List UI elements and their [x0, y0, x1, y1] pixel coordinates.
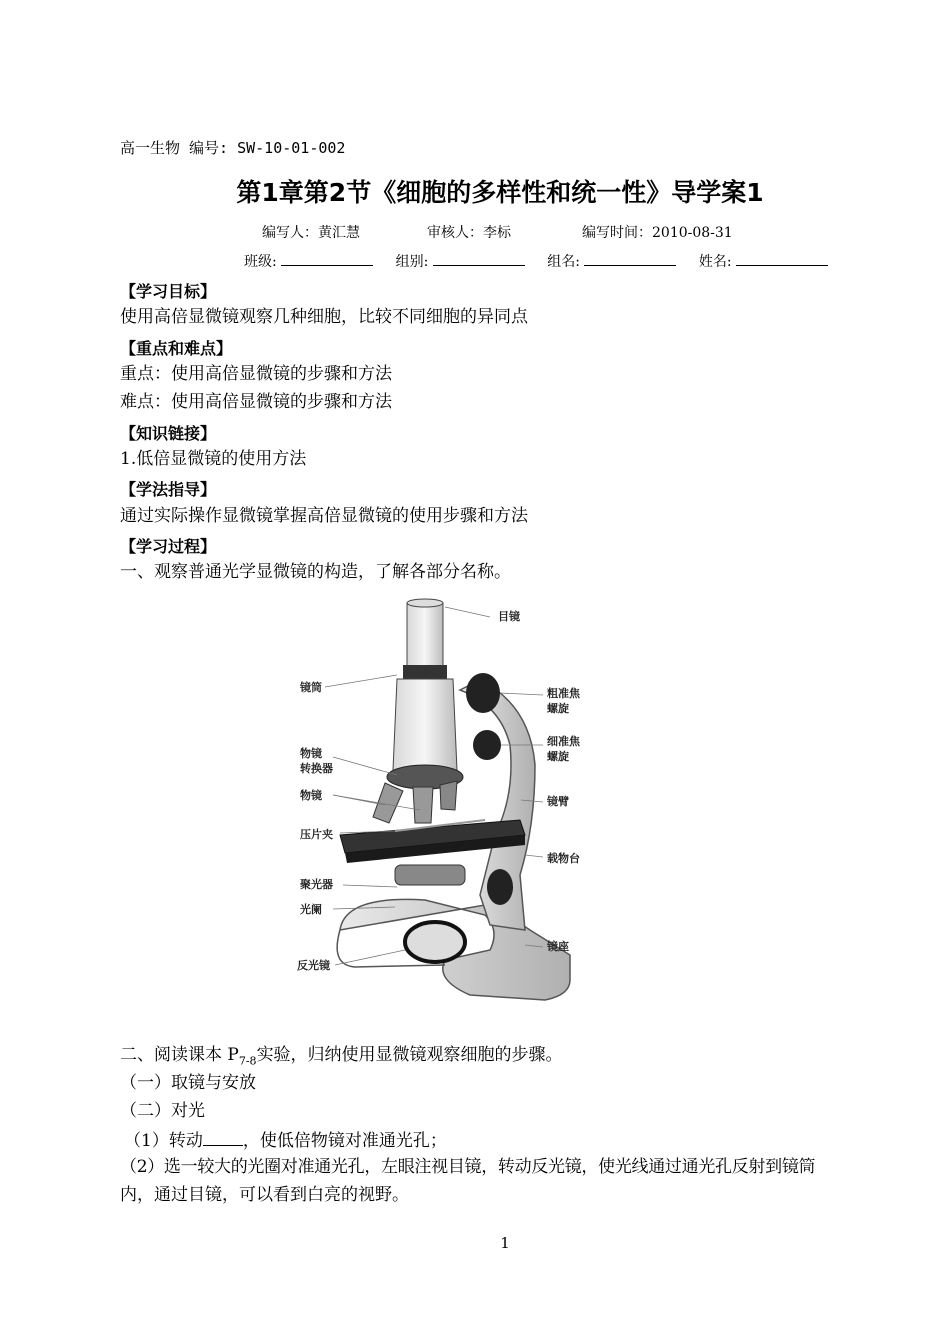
- label-stage: 载物台: [547, 852, 580, 865]
- method-text: 通过实际操作显微镜掌握高倍显微镜的使用步骤和方法: [120, 506, 528, 526]
- item-2-line-1: （2）选一较大的光圈对准通光孔，左眼注视目镜，转动反光镜，使光线通过通光孔反射到镜筒: [120, 1157, 816, 1177]
- reviewer: 审核人：李标: [427, 225, 511, 241]
- goal-heading: 【学习目标】: [120, 282, 217, 301]
- page-number: 1: [500, 1234, 510, 1252]
- key-heading: 【重点和难点】: [120, 339, 233, 358]
- microscope-figure: [285, 595, 625, 1020]
- label-fine-2: 螺旋: [547, 750, 569, 763]
- label-tube: 镜筒: [300, 681, 322, 694]
- name-input[interactable]: [736, 251, 828, 266]
- label-objective: 物镜: [300, 789, 322, 802]
- step-1: （一）取镜与安放: [120, 1073, 256, 1093]
- link-heading: 【知识链接】: [120, 424, 217, 443]
- label-fine-1: 细准焦: [547, 735, 580, 748]
- name-label: 姓名:: [698, 254, 732, 270]
- process-text: 一、观察普通光学显微镜的构造，了解各部分名称。: [120, 562, 511, 582]
- author: 编写人：黄汇慧: [262, 225, 360, 241]
- group-name-label: 组名:: [547, 254, 580, 270]
- student-info-row: [244, 251, 828, 271]
- part2-intro-a: 二、阅读课本 P: [120, 1045, 239, 1065]
- label-mirror: 反光镜: [297, 959, 330, 972]
- link-text: 1.低倍显微镜的使用方法: [120, 449, 307, 469]
- label-converter-2: 转换器: [300, 762, 333, 775]
- label-coarse-1: 粗准焦: [547, 687, 580, 700]
- class-input[interactable]: [281, 251, 373, 266]
- label-converter-1: 物镜: [300, 747, 322, 760]
- item-1: [124, 1129, 447, 1151]
- item-2-line-2: 内，通过目镜，可以看到白亮的视野。: [120, 1185, 409, 1205]
- course-code-line: 高一生物 编号: SW-10-01-002: [120, 139, 346, 157]
- label-diaphragm: 光阑: [300, 903, 322, 916]
- goal-text: 使用高倍显微镜观察几种细胞，比较不同细胞的异同点: [120, 307, 528, 327]
- item-1-b: ，使低倍物镜对准通光孔；: [242, 1131, 447, 1151]
- part2-intro: [120, 1045, 563, 1071]
- page-title: 第1章第2节《细胞的多样性和统一性》导学案1: [236, 178, 764, 207]
- hard-point: 难点：使用高倍显微镜的步骤和方法: [120, 392, 392, 412]
- class-label: 班级:: [244, 254, 277, 270]
- label-coarse-2: 螺旋: [547, 702, 569, 715]
- process-heading: 【学习过程】: [120, 537, 217, 556]
- item-1-a: （1）转动: [124, 1131, 203, 1151]
- group-label: 组别:: [395, 254, 429, 270]
- date: 编写时间：2010-08-31: [582, 225, 733, 241]
- item-1-blank[interactable]: [203, 1129, 243, 1146]
- part2-intro-sub: 7-8: [238, 1054, 257, 1068]
- method-heading: 【学法指导】: [120, 480, 217, 499]
- microscope-illustration: [285, 595, 625, 1020]
- key-point: 重点：使用高倍显微镜的步骤和方法: [120, 364, 392, 384]
- label-arm: 镜臂: [547, 795, 569, 808]
- label-base: 镜座: [547, 940, 569, 953]
- group-name-input[interactable]: [584, 251, 676, 266]
- group-input[interactable]: [433, 251, 525, 266]
- step-2: （二）对光: [120, 1101, 205, 1121]
- label-condenser: 聚光器: [300, 878, 333, 891]
- label-clip: 压片夹: [300, 828, 333, 841]
- part2-intro-b: 实验，归纳使用显微镜观察细胞的步骤。: [256, 1045, 563, 1065]
- label-eyepiece: 目镜: [498, 610, 520, 623]
